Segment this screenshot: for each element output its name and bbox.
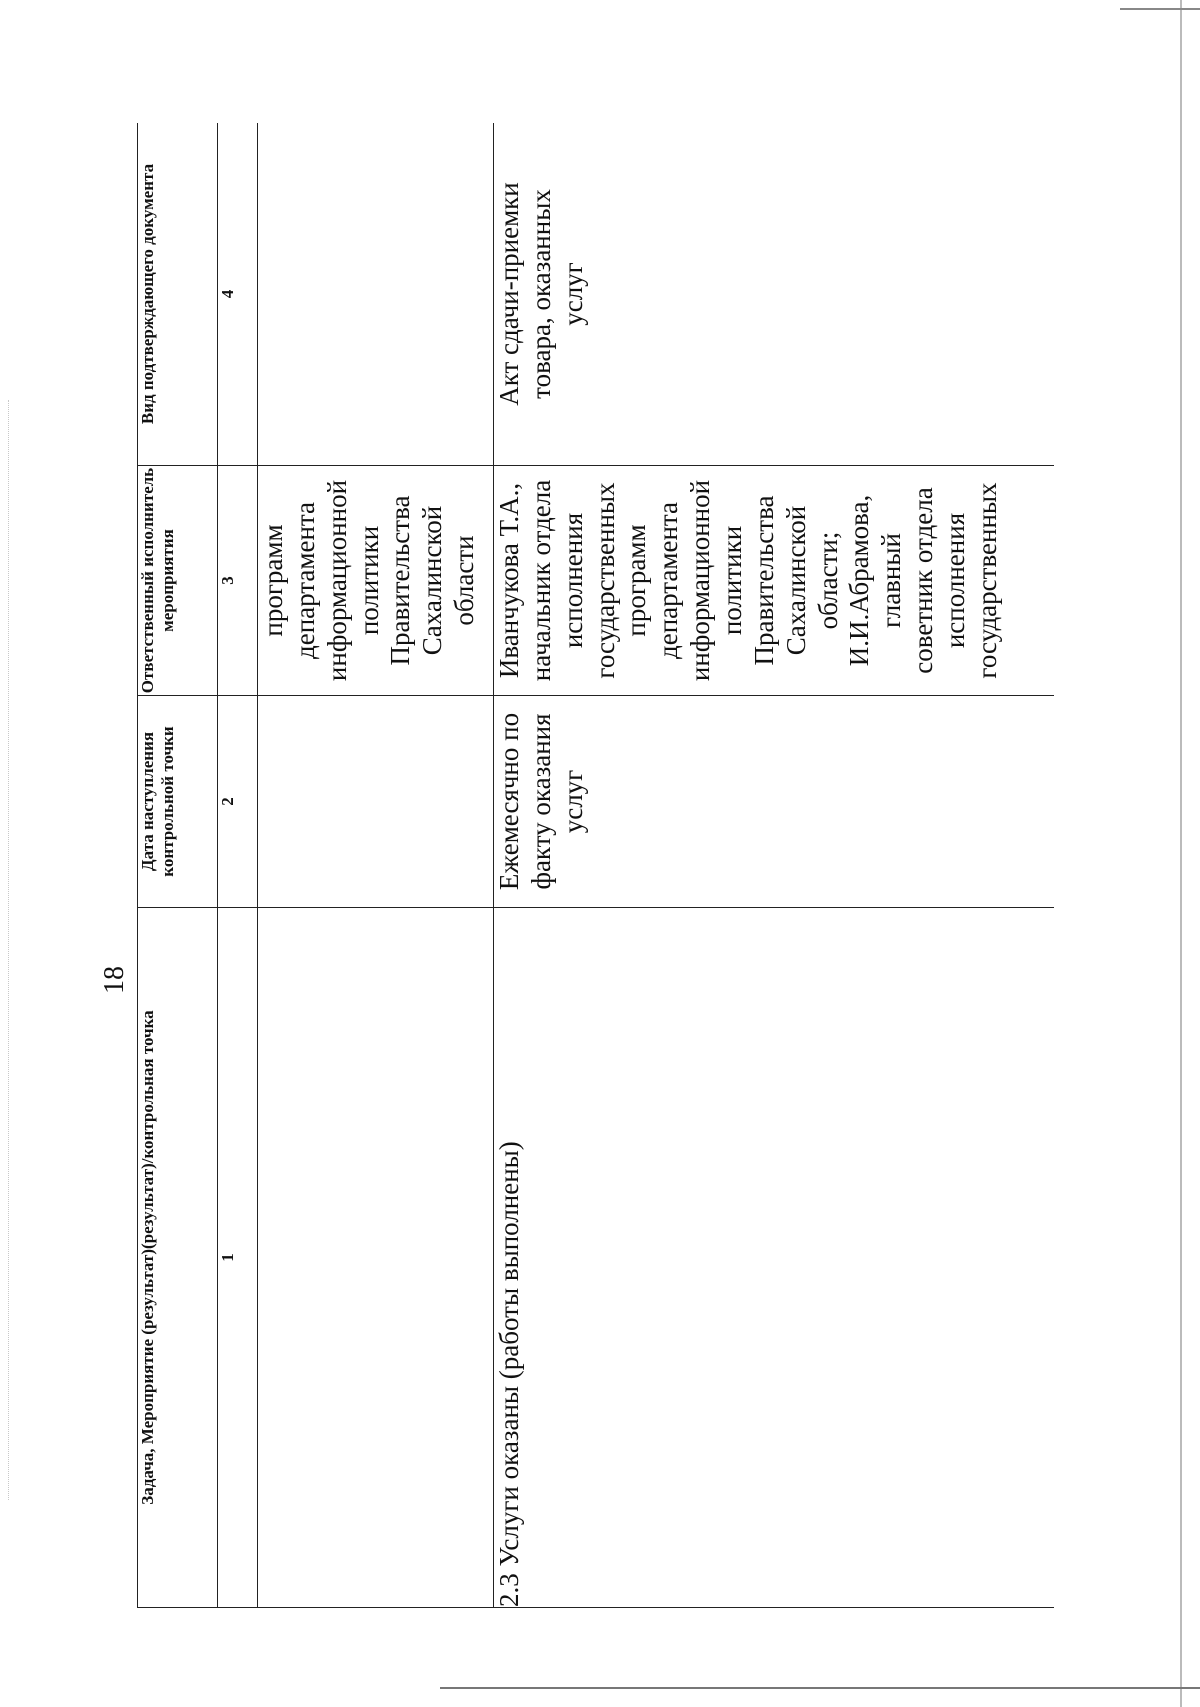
- text-line: Иванчукова Т.А.,: [494, 482, 524, 679]
- scan-edge-right: [1180, 0, 1200, 1707]
- text-line: советник отдела: [908, 487, 939, 674]
- text-line: главный: [876, 533, 907, 628]
- text-line: области;: [812, 531, 843, 630]
- text-line: области: [449, 535, 480, 626]
- header-row: [138, 123, 218, 1608]
- table-row: [494, 123, 1055, 1608]
- text-line: информационной: [685, 479, 716, 682]
- cell-date: [494, 696, 1055, 908]
- text-line: Правительства: [385, 495, 416, 666]
- header-document: Вид подтверждающего документа: [138, 123, 218, 466]
- text-line: программ: [258, 524, 288, 637]
- cell-document: [494, 123, 1055, 466]
- text-line: Ежемесячно по: [494, 712, 524, 891]
- control-points-table: [137, 123, 1054, 1608]
- text-line: услуг: [557, 769, 588, 834]
- scan-edge-left: [8, 400, 11, 1500]
- text-line: политики: [353, 525, 384, 636]
- cell-responsible: [494, 466, 1055, 696]
- cell-task: 2.3 Услуги оказаны (работы выполнены): [494, 908, 1055, 1608]
- text-line: государственных: [971, 482, 1002, 679]
- cell-date: [258, 696, 494, 908]
- column-number: 1: [218, 908, 258, 1608]
- scan-edge-bottom: [440, 1687, 1200, 1689]
- text-line: государственных: [589, 482, 620, 679]
- cell-document: [258, 123, 494, 466]
- column-number-row: [218, 123, 258, 1608]
- page-number: 18: [99, 966, 130, 994]
- text-line: политики: [717, 525, 748, 636]
- text-line: факту оказания: [525, 713, 556, 890]
- cell-responsible: [258, 466, 494, 696]
- text-line: информационной: [321, 479, 352, 682]
- cell-task: [258, 908, 494, 1608]
- text-line: Сахалинской: [780, 505, 811, 656]
- header-date: Дата наступления контрольной точки: [138, 696, 218, 908]
- header-task: Задача, Мероприятие (результат)(результат)/контрольная точка: [138, 908, 218, 1608]
- text-line: департамента: [653, 501, 684, 660]
- text-line: услуг: [557, 262, 588, 326]
- text-line: И.И.Абрамова,: [844, 494, 875, 667]
- table-container: [137, 123, 1054, 1608]
- text-line: Сахалинской: [417, 505, 448, 656]
- text-line: Акт сдачи-приемки: [494, 182, 524, 406]
- column-number: 2: [218, 696, 258, 908]
- column-number: 4: [218, 123, 258, 466]
- text-line: товара, оказанных: [525, 189, 556, 399]
- scan-edge-top: [1120, 8, 1200, 10]
- rotated-table: [137, 123, 1054, 1608]
- column-number: 3: [218, 466, 258, 696]
- text-line: программ: [621, 524, 652, 637]
- table-row: [258, 123, 494, 1608]
- text-line: начальник отдела: [525, 479, 556, 682]
- text-line: Правительства: [748, 495, 779, 666]
- text-line: департамента: [289, 501, 320, 660]
- text-line: исполнения: [557, 512, 588, 649]
- header-responsible: Ответственный исполнитель мероприятия: [138, 466, 218, 696]
- text-line: исполнения: [940, 512, 971, 649]
